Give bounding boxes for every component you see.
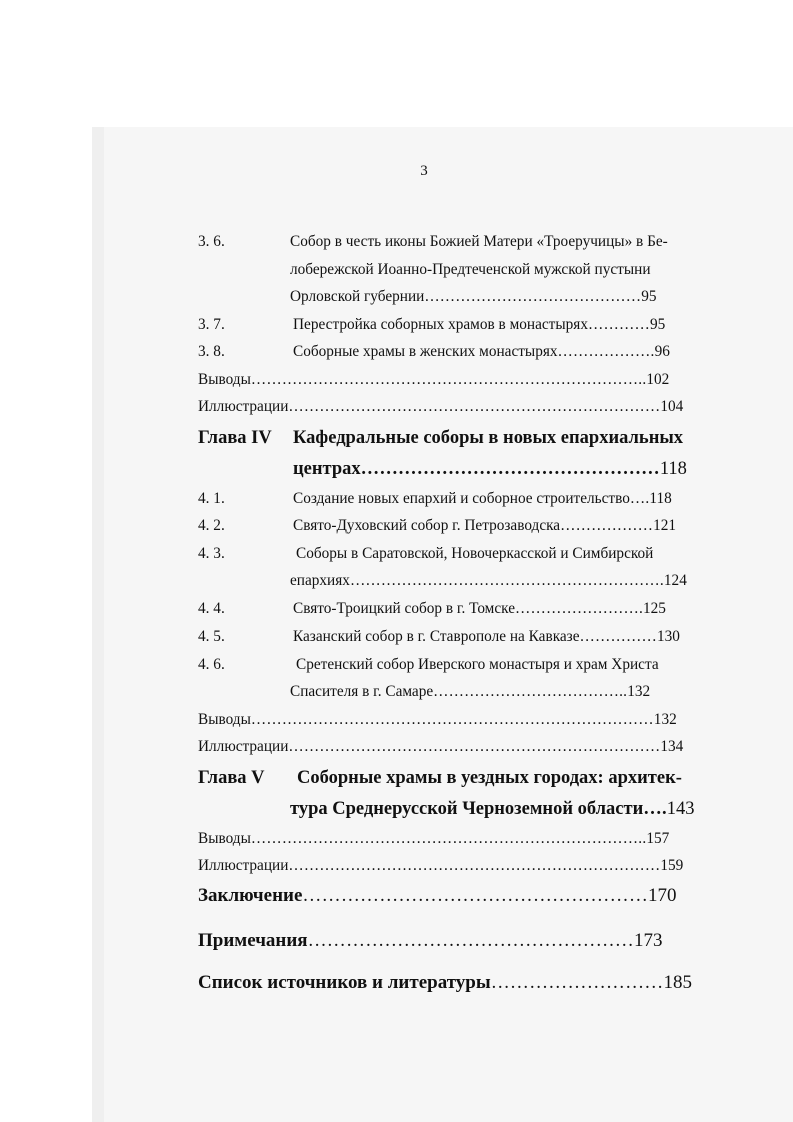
toc-chapter-4-label: Глава IV [198, 428, 272, 448]
toc-leader-dots: ………………………………………… [360, 459, 660, 479]
toc-page-ch5-illustrations: 159 [660, 857, 684, 874]
toc-title-ch4-conclusions: Выводы [198, 711, 251, 728]
toc-page-4-5: 130 [657, 628, 680, 645]
toc-entry-notes [198, 928, 663, 954]
toc-title-4-4: Свято-Троицкий собор в г. Томске [293, 600, 515, 617]
toc-entry-3-7 [293, 315, 665, 335]
toc-leader-dots: ……………………………………………… [302, 885, 649, 906]
toc-title-ch5-illustrations: Иллюстрации [198, 857, 289, 874]
toc-page-ch3-conclusions: 102 [646, 371, 670, 388]
toc-leader-dots: ………………………………………………………………….. [250, 830, 647, 847]
sheet-edge [92, 127, 104, 1122]
toc-page-3-7: 95 [649, 316, 666, 333]
toc-page-conclusion: 170 [648, 885, 677, 906]
toc-entry-ch3-illustrations [198, 397, 683, 417]
toc-title-ch3-conclusions: Выводы [198, 371, 251, 388]
toc-entry-ch4-conclusions [198, 710, 677, 730]
toc-leader-dots: …. [643, 799, 667, 819]
toc-leader-dots: ……………………………………………………………… [288, 738, 661, 755]
toc-entry-3-6-line3 [290, 287, 657, 307]
toc-title-conclusion: Заключение [198, 885, 303, 906]
toc-leader-dots: …………… [579, 628, 657, 645]
toc-page-chapter-5: 143 [666, 799, 695, 819]
toc-title-4-3-line1: Соборы в Саратовской, Новочеркасской и Симбирской [296, 545, 654, 562]
toc-entry-ch3-conclusions [198, 370, 669, 390]
toc-page-ch5-conclusions: 157 [646, 830, 670, 847]
toc-leader-dots: ……………………………….. [433, 683, 628, 700]
toc-title-4-3-line2: епархиях [290, 572, 350, 589]
toc-page-3-6: 95 [641, 288, 657, 305]
toc-chapter-5-label: Глава V [198, 768, 265, 788]
toc-page-chapter-4: 118 [659, 459, 687, 479]
toc-title-4-5: Казанский собор в г. Ставрополе на Кавказе [293, 628, 580, 645]
toc-number-4-2: 4. 2. [198, 517, 225, 534]
toc-leader-dots: ……………………………………………………. [349, 572, 664, 589]
toc-number-4-4: 4. 4. [198, 600, 225, 617]
toc-page-4-6: 132 [627, 683, 651, 700]
toc-page-4-1: 118 [649, 490, 672, 507]
toc-leader-dots: ……………………. [515, 600, 643, 617]
toc-title-3-6-line1: Собор в честь иконы Божией Матери «Троеручицы» в Бе- [290, 233, 668, 250]
toc-number-3-7: 3. 7. [198, 316, 225, 333]
toc-title-sources: Список источников и литературы [198, 972, 491, 993]
toc-page-4-2: 121 [653, 517, 677, 534]
toc-leader-dots: …. [629, 490, 650, 507]
toc-number-4-3: 4. 3. [198, 545, 225, 562]
toc-number-3-6: 3. 6. [198, 233, 225, 250]
toc-entry-ch4-illustrations [198, 737, 683, 757]
toc-title-ch4-illustrations: Иллюстрации [198, 738, 289, 755]
toc-entry-ch5-conclusions [198, 829, 669, 849]
toc-entry-chapter-4-line2 [293, 457, 687, 481]
toc-number-4-1: 4. 1. [198, 490, 225, 507]
toc-title-4-2: Свято-Духовский собор г. Петрозаводска [293, 517, 561, 534]
toc-entry-sources [198, 970, 692, 996]
toc-entry-4-2 [293, 516, 676, 536]
toc-page-4-4: 125 [643, 600, 666, 617]
toc-number-3-8: 3. 8. [198, 343, 225, 360]
toc-leader-dots: ……………………………………………………………… [288, 398, 661, 415]
toc-leader-dots: ……………………………………………………………… [288, 857, 661, 874]
toc-page-notes: 173 [634, 930, 663, 951]
toc-leader-dots: ……………………… [490, 972, 664, 993]
toc-page-3-8: 96 [654, 343, 670, 360]
toc-leader-dots: ………………. [557, 343, 655, 360]
toc-leader-dots: …………………………………… [424, 288, 642, 305]
toc-title-notes: Примечания [198, 930, 308, 951]
toc-title-4-6-line2: Спасителя в г. Самаре [290, 683, 434, 700]
toc-title-ch5-conclusions: Выводы [198, 830, 251, 847]
toc-entry-4-3-line2 [290, 571, 687, 591]
toc-chapter-4-title-line1: Кафедральные соборы в новых епархиальных [293, 428, 684, 448]
toc-title-3-8: Соборные храмы в женских монастырях [293, 343, 558, 360]
toc-leader-dots: …………………………………………… [307, 930, 634, 951]
toc-entry-chapter-5-line2 [290, 797, 695, 821]
toc-page-sources: 185 [663, 972, 693, 993]
toc-title-3-6-line2: лобережской Иоанно-Предтеченской мужской пустыни [290, 261, 651, 278]
toc-page-ch3-illustrations: 104 [660, 398, 684, 415]
toc-entry-conclusion [198, 883, 677, 909]
toc-number-4-5: 4. 5. [198, 628, 225, 645]
toc-leader-dots: ……………… [560, 517, 654, 534]
toc-title-4-1: Создание новых епархий и соборное строительство [293, 490, 630, 507]
toc-title-3-7: Перестройка соборных храмов в монастырях [293, 316, 588, 333]
toc-title-ch3-illustrations: Иллюстрации [198, 398, 289, 415]
toc-leader-dots: ………… [587, 316, 650, 333]
toc-page-ch4-conclusions: 132 [653, 711, 677, 728]
toc-number-4-6: 4. 6. [198, 656, 225, 673]
toc-chapter-4-title-line2: центрах [293, 459, 361, 479]
toc-leader-dots: ………………………………………………………………….. [250, 371, 647, 388]
toc-entry-4-4 [293, 599, 666, 619]
toc-entry-4-1 [293, 489, 672, 509]
toc-page-ch4-illustrations: 134 [660, 738, 684, 755]
toc-entry-3-8 [293, 342, 670, 362]
toc-title-4-6-line1: Сретенский собор Иверского монастыря и храм Христа [296, 656, 659, 673]
toc-page-4-3: 124 [663, 572, 687, 589]
toc-entry-4-5 [293, 627, 680, 647]
toc-title-3-6-line3: Орловской губернии [290, 288, 425, 305]
toc-chapter-5-title-line1: Соборные храмы в уездных городах: архитек- [297, 768, 682, 788]
toc-chapter-5-title-line2: тура Среднерусской Черноземной области [290, 799, 644, 819]
toc-leader-dots: …………………………………………………………………… [250, 711, 654, 728]
toc-entry-ch5-illustrations [198, 856, 683, 876]
toc-entry-4-6-line2 [290, 682, 650, 702]
page-number: 3 [420, 163, 428, 179]
